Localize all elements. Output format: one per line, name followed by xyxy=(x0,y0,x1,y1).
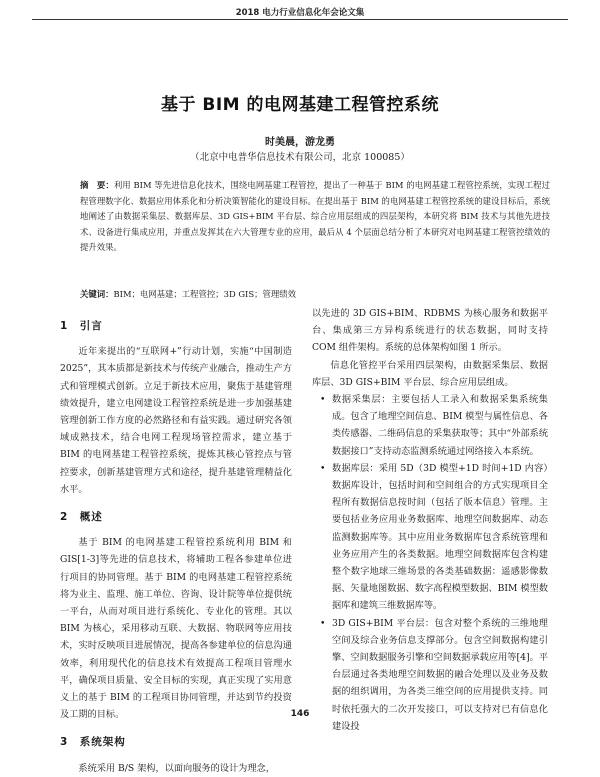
page-number: 146 xyxy=(290,709,310,719)
intro-paragraph: 近年来提出的“互联网+”行动计划，实施“中国制造 2025”，其本质都是新技术与传统产业融合，推动生产方式和管理模式创新。立足于新技术应用，聚焦于基建管理绩效提升，建立电网建设工程管控系统是进一步加强基建管理创新工作方度的必然路径和有益实践。通过研究各领域成熟技术，结合电网工程现场管控需求，建立基于 BIM 的电网基建工程管控系统，提炼其核心管控点与管控要求，创新基建管理方式和途径，提升基建管理精益化水平。 xyxy=(60,346,292,495)
section-heading-overview: 2 概述 xyxy=(60,511,103,524)
architecture-paragraph-2: 以先进的 3D GIS+BIM、RDBMS 为核心服务和数据平台、集成第三方异构系统进行的状态数据，同时支持 COM 组件架构。系统的总体架构如图 1 所示。 xyxy=(312,308,548,354)
running-header: 2018 电力行业信息化年会论文集 xyxy=(235,8,365,18)
bullet-text-data-layer: 数据采集层：主要包括人工录入和数据采集系统集成。包含了地理空间信息、BIM 模型与属性信息、各类传感器、二维码信息的采集获取等；其中“外部系统数据接口”支持动态监测系统通过网络接入本系统。 xyxy=(332,394,549,457)
bullet-icon: • xyxy=(320,394,326,406)
affiliation: （北京中电普华信息技术有限公司，北京 100085） xyxy=(190,152,410,163)
authors: 时美晨，游龙勇 xyxy=(265,137,335,148)
bullet-icon: • xyxy=(320,462,326,474)
section-heading-architecture: 3 系统架构 xyxy=(60,736,126,749)
keywords xyxy=(80,287,550,302)
list-item xyxy=(312,391,548,460)
layer-list xyxy=(312,391,548,735)
bullet-text-platform-layer: 3D GIS+BIM 平台层：包含对整个系统的三维地理空间及综合业务信息支撑部分。包含空间数据构建引擎、空间数据服务引擎和空间数据承载应用等[4]。平台层通过各类地理空间数据的融合处理以及业务及数据的组织调用，为各类三维空间的应用提供支持。同时依托强大的二次开发接口，可以支持对已有信息化建设投 xyxy=(332,617,548,732)
architecture-paragraph-1: 系统采用 B/S 架构，以面向服务的设计为理念， xyxy=(78,762,275,774)
abstract-label: 摘 要： xyxy=(80,180,114,190)
section-heading-intro: 1 引言 xyxy=(60,320,103,332)
bullet-icon: • xyxy=(320,617,326,629)
keywords-text: BIM；电网基建；工程管控；3D GIS；管理绩效 xyxy=(113,289,296,299)
list-item xyxy=(312,460,548,615)
abstract-text: 利用 BIM 等先进信息化技术，围绕电网基建工程管控，提出了一种基于 BIM 的电网基建工程管控系统，实现工程过程管理数字化、数据应用体系化和分析决策智能化的建设目标。在提出基于 BIM 的电网基建工程管控系统的建设目标后，系统地阐述了由数据采集层、数据库层、3D GIS+BIM 平台层、综合应用层组成的四层架构，本研究将 BIM 技术与其他先进技术、设备进行集成应用，并重点发挥其在六大管理专业的应用，最后从 4 个层面总结分析了本研究对电网基建工程管控绩效的提升效果。 xyxy=(80,180,550,252)
architecture-paragraph-3: 信息化管控平台采用四层架构，由数据采集层、数据库层、3D GIS+BIM 平台层、综合应用层组成。 xyxy=(312,359,548,388)
abstract xyxy=(80,178,550,256)
right-column xyxy=(312,305,548,735)
bullet-text-database-layer: 数据库层：采用 5D（3D 模型+1D 时间+1D 内容）数据库设计，包括时间和空间组合的方式实现项目全程所有数据信息按时间（包括了版本信息）管理。主要包括业务应用业务数据库、地理空间数据库、动态监测数据库等。其中应用业务数据库包含系统管理和业务应用产生的各类数据。地理空间数据库包含构建整个数字地球三维场景的各类基础数据：遥感影像数据、矢量地图数据、数字高程模型数据、BIM 模型数据库和建筑三维数据库等。 xyxy=(332,462,548,612)
header-rule xyxy=(32,19,568,20)
overview-paragraph: 基于 BIM 的电网基建工程管控系统利用 BIM 和 GIS[1-3]等先进的信息技术，将辅助工程各参建单位进行项目的协同管理。基于 BIM 的电网基建工程管控系统将为业主、监理、施工单位、咨询、设计院等单位提供统一平台，从而对项目进行系统化、专业化的管理。其以 BIM 为核心，采用移动互联、大数据、物联网等应用技术，实时反映项目进展情况，提高各参建单位的信息沟通效率，利用现代化的信息技术有效提高工程项目管理水平，确保项目质量、安全目标的实现，真正实现了实用意义上的基于 BIM 的工程项目协同管理，并达到节约投资及工期的目标。 xyxy=(60,537,292,721)
keywords-label: 关键词： xyxy=(80,289,114,299)
paper-title: 基于 BIM 的电网基建工程管控系统 xyxy=(160,95,440,115)
